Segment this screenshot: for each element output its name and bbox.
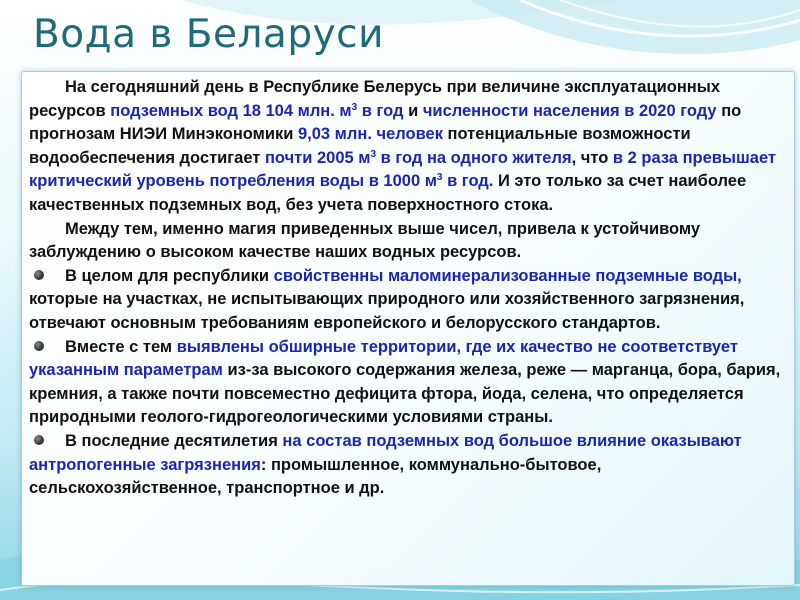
highlight-population: численности населения в 2020 году [422,101,717,120]
content-box [21,71,795,586]
text-segment: в 2 раза превышает критический уровень потребления воды в 1000 м [29,148,776,191]
paragraph-resources [29,76,786,218]
text-segment: В целом для республики [65,266,274,285]
highlight-groundwater [110,102,403,120]
text-segment: И это только за счет наиболее качественных подземных вод, без учета поверхностного стока. [29,172,747,214]
text-segment: и [403,101,423,120]
paragraph-misconception: Между тем, именно магия приведенных выше чисел, привела к устойчивому заблуждению о высоком качестве наших водных ресурсов. [29,219,701,262]
text-segment: В последние десятилетия [65,431,283,450]
text-segment: : промышленное, коммунально-бытовое, сельскохозяйственное, транспортное и др. [29,455,602,498]
slide-title: Вода в Беларуси [33,12,384,57]
sphere-bullet-icon [34,341,44,351]
bullet-item-low-mineralized [29,265,786,336]
text-segment: почти 2005 м [264,148,371,167]
text-segment: из-за высокого содержания железа, реже — марганца, бора, бария, кремния, а также почти повсеместно дефицита фтора, йода, селена, что определяется природными геолого-гидрогеологическими условиями страны. [29,361,781,427]
highlight-per-capita [265,149,572,167]
highlight-low-mineralized: свойственны маломинерализованные подземные воды, [273,266,742,285]
text-segment: в год. [442,172,494,191]
bullet-item-problem-areas [29,336,786,430]
superscript: 3 [370,148,377,160]
sphere-bullet-icon [34,435,44,445]
superscript: 3 [436,172,443,184]
text-segment: потенциальные возможности водообеспечения достигает [29,125,691,167]
sphere-bullet-icon [34,270,44,280]
text-segment: в год [357,101,404,120]
text-segment: в год на одного жителя [376,148,572,167]
text-segment: подземных вод 18 104 млн. м [110,101,352,120]
text-segment: которые на участках, не испытывающих природного или хозяйственного загрязнения, отвечают основным требованиям европейского и белорусского стандартов. [29,290,745,332]
bullet-item-anthropogenic [29,430,786,501]
text-segment: На сегодняшний день в Республике Белерусь при величине эксплуатационных ресурсов [29,78,721,120]
text-segment: Вместе с тем [65,337,177,356]
superscript: 3 [351,101,358,113]
highlight-population-count: 9,03 млн. человек [297,125,443,144]
text-segment: , что [571,148,613,167]
highlight-anthropogenic: на состав подземных вод большое влияние оказывают антропогенные загрязнения [29,431,742,474]
highlight-problem-areas: выявлены обширные территории, где их качество не соответствует указанным параметрам [29,337,738,380]
text-segment: по прогнозам НИЭИ Минэкономики [29,101,742,144]
